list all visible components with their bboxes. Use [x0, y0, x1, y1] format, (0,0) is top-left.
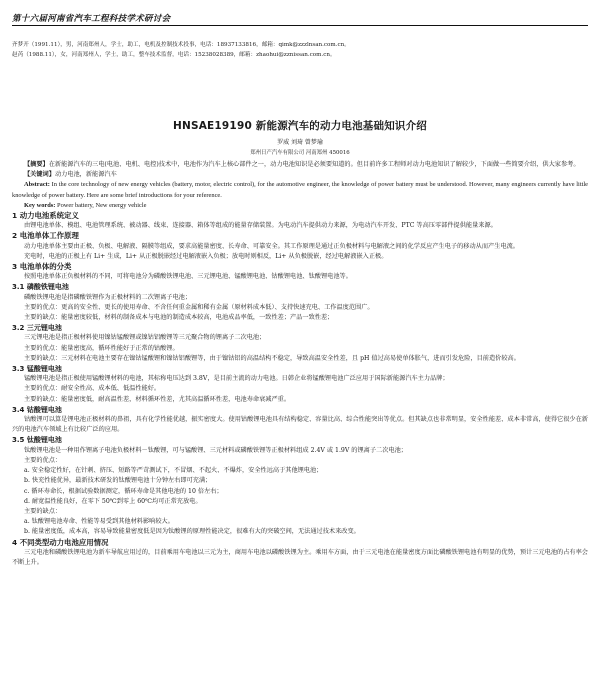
- subsection-heading: 3.2 三元锂电池: [12, 324, 62, 333]
- affiliation: 郑州日产汽车有限公司 河南郑州 450016: [250, 150, 350, 156]
- body-paragraph: 三元电池和磷酸铁锂电池为新车导航应用过的，目前乘用车电池以三元为主，商用车电池以磷酸铁锂为主。乘用车方面，由于三元电池在能量密度方面比磷酸铁锂电池有明显的优势，预计三元电池的占有率会不断上升。: [12, 548, 588, 566]
- body-paragraph: 主要的优点：能量密度高，循环性能好于正常的钴酸锂。: [24, 344, 179, 352]
- body-paragraph: 钴酸锂可以算是锂电池正极材料的鼻祖，具有化学性能优越，振实密度大。使用钴酸锂电池具有结构稳定、容量比高、综合性能突出等优点。但其缺点也非常明显，安全性能差、成本非常高，使得它很少在新兴的电池汽车领域上有比较广泛的应用。: [12, 416, 588, 434]
- abstract-en-text: In the core technology of new energy vehicles (battery, motor, electric control), for the automotive engineer, the knowledge of power battery must be understood. However, many engineers currently have little knowledge of power battery. Here are some brief introductions for your reference.: [12, 181, 588, 199]
- body-paragraph: 主要的缺点：三元材料在电池主要存在镍钴锰酸锂和镍钴铝酸锂等，由于镍钴铝的高温结构不稳定，导致高温安全性差，且 pH 值过高易使单体胀气，进而引发危险，目前造价较高。: [24, 354, 520, 362]
- body-paragraph: 磷酸铁锂电池是指磷酸铁锂作为正极材料的二次锂离子电池；: [24, 293, 192, 301]
- keywords-en-label: Key words:: [24, 201, 56, 209]
- body-paragraph: 主要的优点：耐安全性高、成本低、低温性能好。: [24, 385, 161, 393]
- subsection-heading: 3.4 钴酸锂电池: [12, 405, 62, 414]
- author-notes: [12, 40, 588, 60]
- paper-body: [12, 160, 588, 568]
- header-rule: [12, 25, 588, 26]
- body-paragraph: 锰酸锂电池是指正极使用锰酸锂材料的电池，其标称电压达到 3.8V，是目前主流的动力电池。日韩企业将锰酸锂电池广泛应用于国际新能源汽车主力品牌；: [24, 375, 449, 383]
- body-paragraph: 钛酸锂电池是一种用作锂离子电池负极材料－钛酸锂，可与锰酸锂、三元材料或磷酸铁锂等正极材料组成 2.4V 或 1.9V 的锂离子二次电池；: [24, 446, 407, 454]
- section-heading: 3 电池单体的分类: [12, 262, 72, 272]
- subsection-heading: 3.3 锰酸锂电池: [12, 365, 62, 374]
- body-paragraph: a. 钛酸锂电池寿命、性能等易受到其他材料影响较大。: [24, 518, 174, 526]
- abstract-en: [12, 180, 588, 200]
- abstract-cn-text: 在新能源汽车的三电(电池、电机、电控)技术中，电池作为汽车上核心部件之一，动力电池知识是必须要知道的。但目前许多工程师对动力电池知识了解较少，下面做一些简要介绍，供大家参考。: [48, 161, 580, 168]
- section-heading: 2 电池单体工作原理: [12, 231, 79, 241]
- body-paragraph: d. 耐宽温性能良好，在零下 50℃到零上 60℃均可正常充放电。: [24, 497, 202, 505]
- section-heading: 1 动力电池系统定义: [12, 211, 79, 221]
- author-note: 赵芮（1988.11），女，河南郑州人，学士，助工，整车技术监督，电话：15238028389，邮箱：zhaohui@zznissan.com.cn。: [12, 52, 336, 58]
- byline: 罗威 刘琦 曾梦瑜: [277, 139, 323, 146]
- body-paragraph: 主要的缺点：: [24, 507, 62, 515]
- body-paragraph: b. 能量密度低，成本高，容易导致能量密度低是因为钛酸锂的原理性能决定，很难有大的突破空间，无法通过技术来改变。: [24, 528, 360, 536]
- keywords-cn-text: 动力电池，新能源汽车: [54, 171, 117, 179]
- body-paragraph: b. 快充性能优异，最新技术研发的钛酸锂电池十分钟左右即可充满；: [24, 477, 212, 485]
- body-paragraph: 按照电池单体正负极材料的不同，可将电池分为磷酸铁锂电池、三元锂电池、锰酸锂电池、钴酸锂电池、钛酸锂电池等。: [24, 273, 352, 281]
- subsection-heading: 3.1 磷酸铁锂电池: [12, 283, 69, 292]
- abstract-cn: [12, 160, 588, 170]
- abstract-cn-label: 【摘要】: [24, 161, 49, 168]
- abstract-en-label: Abstract:: [24, 181, 50, 189]
- section-heading: 4 不同类型动力电池应用情况: [12, 537, 109, 547]
- running-header: [12, 4, 588, 24]
- subsection-heading: 3.5 钛酸锂电池: [12, 436, 62, 445]
- section-list: [12, 211, 588, 568]
- body-paragraph: 主要的优点：更高的安全性、更长的使用寿命、不含任何重金属和稀有金属（原材料成本低）、支持快速充电、工作温度范围广。: [24, 303, 374, 311]
- keywords-cn-label: 【关键词】: [24, 171, 55, 179]
- body-paragraph: 充电时，电池的正极上有 Li+ 生成，Li+ 从正极脱嵌经过电解液嵌入负极；放电时则相反，Li+ 从负极脱嵌，经过电解液嵌入正极。: [24, 252, 388, 260]
- body-paragraph: 动力电池单体主要由正极、负极、电解液、隔膜等组成，要求高能量密度、长寿命、可靠安全。其工作原理是通过正负极材料与电解液之间的化学反应产生电子的移动从而产生电流。: [24, 242, 519, 250]
- body-paragraph: 由锂电池单体、模组、电池管理系统、被动器、线束、连接器、箱体等组成的能量存储装置。为电动汽车提供动力来源，为电动汽车开发、PTC 等高压零部件提供能量来源。: [24, 222, 497, 230]
- body-paragraph: a. 安全稳定性好，在针刺、挤压、短路等严苛测试下，不冒烟、不起火、不爆炸，安全性远高于其他锂电池；: [24, 467, 323, 475]
- body-paragraph: 主要的缺点：能量密度低，耐高温性差，材料循环性差，尤其高温循环性差，电池寿命衰减严重。: [24, 395, 291, 403]
- keywords-cn: [12, 170, 588, 180]
- keywords-en-text: Power battery, New energy vehicle: [57, 201, 147, 209]
- journal-name: 第十六届河南省汽车工程科技学术研讨会: [12, 14, 171, 24]
- paper-title: HNSAE19190 新能源汽车的动力电池基础知识介绍: [172, 120, 428, 132]
- body-paragraph: 主要的缺点：能量密度较低，材料的制备成本与电池的制造成本较高，电池成品率低，一致性差；产品一致性差；: [24, 314, 334, 322]
- body-paragraph: 三元锂电池是指正极材料使用镍钴锰酸锂或镍钴铝酸锂等三元聚合物的锂离子二次电池；: [24, 334, 266, 342]
- keywords-en: [12, 201, 588, 211]
- body-paragraph: c. 循环寿命长，根据试验数据测定，循环寿命是其他电池的 10 倍左右；: [24, 487, 223, 495]
- author-note: 齐梦开（1991.11），男，河南郑州人，学士，助工，电机及控制技术投事，电话：18937133816，邮箱：qimk@zzzlnsan.com.cn。: [12, 42, 350, 48]
- body-paragraph: 主要的优点：: [24, 456, 62, 464]
